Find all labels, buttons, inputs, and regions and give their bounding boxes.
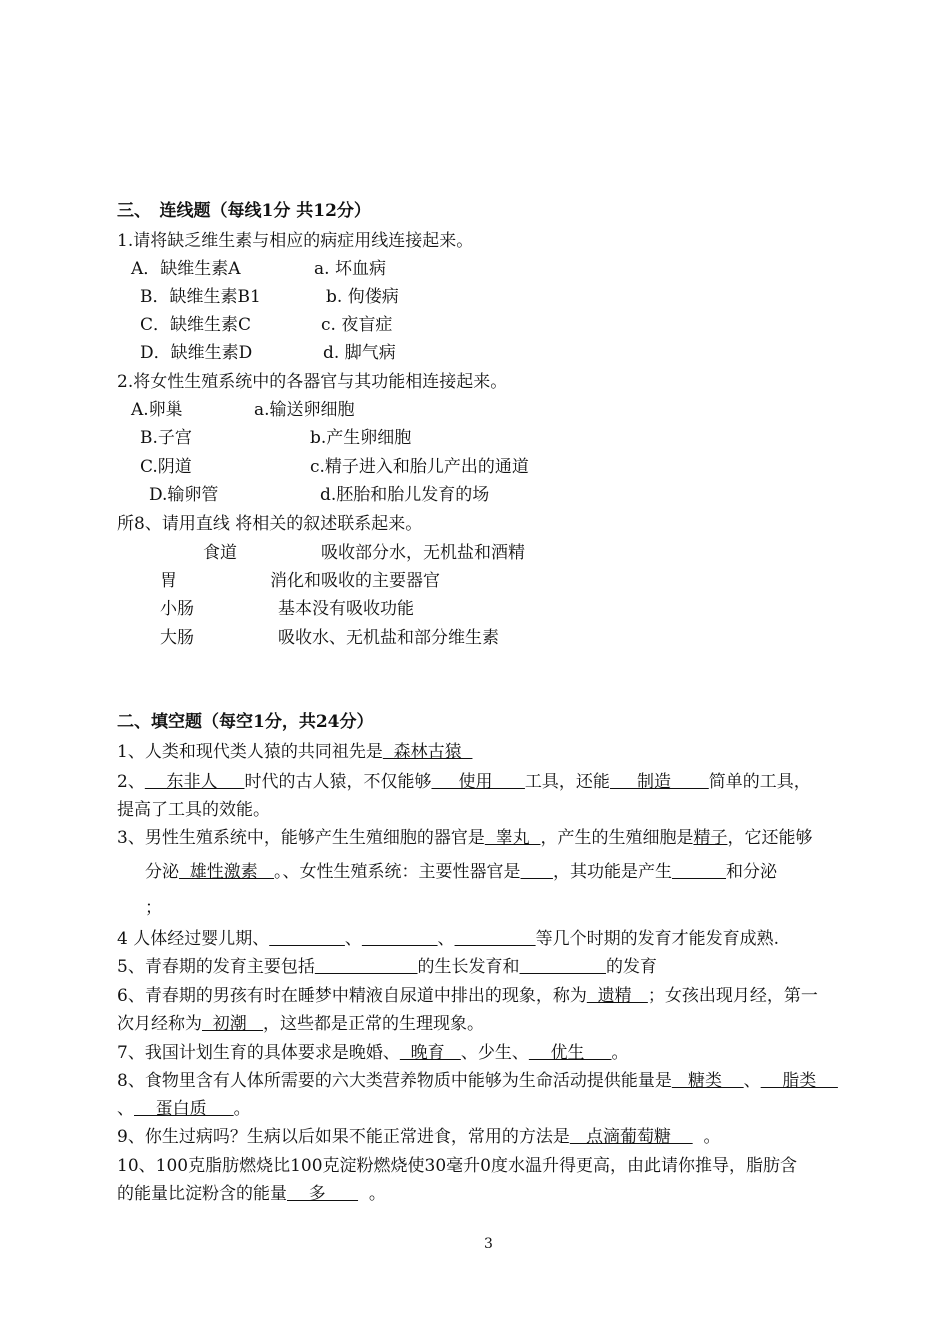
fill-q3-text-d: ，它还能够 [727, 828, 813, 848]
q3-right-b: 消化和吸收的主要器官 [270, 571, 440, 591]
fill-q4-text-a: 4 人体经过婴儿期、 [117, 929, 270, 949]
q3-right-d: 吸收水、无机盐和部分维生素 [278, 628, 499, 648]
fill-q4-blank-1 [269, 929, 345, 949]
fill-q8-blank-1: 糖类 [671, 1071, 744, 1091]
q1-right-c: c. 夜盲症 [321, 315, 393, 335]
q2-prompt: 2.将女性生殖系统中的各器官与其功能相连接起来。 [117, 372, 508, 392]
fill-q2-text-e: 简单的工具， [708, 772, 811, 792]
fill-q7-text-c: 、少生、 [460, 1043, 529, 1063]
fill-q3 [117, 828, 812, 848]
q2-left-c: C.阴道 [140, 457, 192, 477]
fill-q3-blank-1: 睾丸 [484, 828, 541, 848]
fill-q3-blank-2: 精子 [693, 828, 728, 848]
q3-left-d: 大肠 [160, 628, 194, 648]
fill-q1-text: 1、人类和现代类人猿的共同祖先是 [117, 742, 383, 762]
fill-q2 [117, 772, 811, 792]
fill-q2-blank-3: 制造 [609, 772, 709, 792]
q1-left-a: A．缺维生素A [131, 259, 241, 279]
fill-q9 [117, 1127, 720, 1147]
fill-q8-text-e: 。 [233, 1099, 251, 1119]
fill-q6-blank-1: 遗精 [586, 986, 648, 1006]
fill-q3-text-g: ，其功能是产生 [552, 862, 672, 882]
fill-q8-line2 [117, 1099, 251, 1119]
fill-q2-text-c: 时代的古人猿，不仅能够 [244, 772, 432, 792]
q2-right-a: a.输送卵细胞 [254, 400, 355, 420]
q1-prompt: 1.请将缺乏维生素与相应的病症用线连接起来。 [117, 231, 474, 251]
fill-q5-text-d: 的发育 [605, 957, 657, 977]
fill-q3-blank-4 [521, 862, 553, 882]
page-number: 3 [484, 1236, 493, 1252]
fill-q3-text-f: 。、女性生殖系统：主要性器官是 [274, 862, 521, 882]
fill-q10-blank-1: 多 [287, 1184, 359, 1204]
fill-q4-text-e: 等几个时期的发育才能发育成熟. [535, 929, 780, 949]
fill-q2-text-d: 工具，还能 [524, 772, 610, 792]
fill-q6-blank-2: 初潮 [202, 1014, 264, 1034]
fill-q4-blank-3 [455, 929, 536, 949]
fill-q4 [117, 929, 779, 949]
fill-q6-text-c: ；女孩出现月经，第一 [647, 986, 818, 1006]
q1-left-c: C．缺维生素C [140, 315, 252, 335]
q3-right-c: 基本没有吸收功能 [278, 599, 414, 619]
fill-q6-text-d: 次月经称为 [117, 1014, 202, 1034]
fill-q2-line2: 提高了工具的效能。 [117, 800, 270, 820]
fill-q2-blank-1: 东非人 [144, 772, 245, 792]
fill-q8-blank-2: 脂类 [760, 1071, 838, 1091]
fill-q7-text-a: 7、我国计划生育的具体要求是晚婚、 [117, 1043, 400, 1063]
fill-q3-line3: ； [145, 898, 162, 918]
fill-q4-text-c: 、 [344, 929, 362, 949]
fill-q8-text-c: 、 [743, 1071, 761, 1091]
q2-right-b: b.产生卵细胞 [310, 428, 412, 448]
q1-right-b: b. 佝偻病 [326, 287, 399, 307]
fill-q6-line2 [117, 1014, 484, 1034]
fill-q8 [117, 1071, 838, 1091]
q1-right-a: a. 坏血病 [314, 259, 386, 279]
fill-q5-blank-1 [315, 957, 418, 977]
fill-q3-blank-3: 雄性激素 [179, 862, 275, 882]
fill-q10-line2 [117, 1184, 386, 1204]
fill-q4-text-d: 、 [437, 929, 455, 949]
fill-q6-text-a: 6、青春期的男孩有时在睡梦中精液自尿道中排出的现象，称为 [117, 986, 587, 1006]
q2-left-b: B.子宫 [140, 428, 192, 448]
fill-q6 [117, 986, 818, 1006]
q3-left-a: 食道 [203, 543, 237, 563]
fill-q7-text-d: 。 [611, 1043, 629, 1063]
fill-q2-text-a: 2、 [117, 772, 145, 792]
fill-q5 [117, 957, 657, 977]
fill-q3-text-e: 分泌 [145, 862, 179, 882]
q2-left-a: A.卵巢 [131, 400, 183, 420]
q1-right-d: d. 脚气病 [323, 343, 396, 363]
q3-left-b: 胃 [160, 571, 177, 591]
section3-title: 三、 连线题（每线1分 共12分） [117, 201, 371, 221]
fill-q8-text-a: 8、食物里含有人体所需要的六大类营养物质中能够为生命活动提供能量是 [117, 1071, 672, 1091]
section2-title: 二、填空题（每空1分，共24分） [117, 712, 374, 732]
fill-q1-answer: 森林古猿 [382, 742, 473, 762]
fill-q5-blank-2 [520, 957, 606, 977]
fill-q6-text-e: ，这些都是正常的生理现象。 [263, 1014, 485, 1034]
fill-q4-blank-2 [362, 929, 438, 949]
fill-q7-blank-2: 优生 [528, 1043, 612, 1063]
q1-left-b: B．缺维生素B1 [140, 287, 261, 307]
q1-left-d: D．缺维生素D [140, 343, 253, 363]
q2-right-c: c.精子进入和胎儿产出的通道 [310, 457, 529, 477]
fill-q9-blank-1: 点滴葡萄糖 [569, 1127, 693, 1147]
fill-q8-blank-3: 蛋白质 [134, 1099, 234, 1119]
fill-q9-text-a: 9、你生过病吗？生病以后如果不能正常进食，常用的方法是 [117, 1127, 570, 1147]
fill-q3-blank-5 [672, 862, 726, 882]
q3-prompt: 所8、请用直线 将相关的叙述联系起来。 [117, 514, 423, 534]
fill-q7-blank-1: 晚育 [399, 1043, 461, 1063]
q2-right-d: d.胚胎和胎儿发育的场 [320, 485, 490, 505]
q3-left-c: 小肠 [160, 599, 194, 619]
fill-q5-text-c: 的生长发育和 [417, 957, 520, 977]
fill-q3-text-a: 3、男性生殖系统中，能够产生生殖细胞的器官是 [117, 828, 485, 848]
q3-right-a: 吸收部分水，无机盐和酒精 [321, 543, 525, 563]
fill-q8-text-d: 、 [117, 1099, 134, 1119]
fill-q2-blank-2: 使用 [431, 772, 525, 792]
fill-q9-text-c: 。 [692, 1127, 721, 1147]
q2-left-d: D.输卵管 [149, 485, 219, 505]
fill-q5-text-a: 5、青春期的发育主要包括 [117, 957, 315, 977]
fill-q10-text-b: 的能量比淀粉含的能量 [117, 1184, 287, 1204]
fill-q3-text-h: 和分泌 [726, 862, 778, 882]
fill-q3-text-c: ，产生的生殖细胞是 [540, 828, 694, 848]
fill-q3-line2 [145, 862, 777, 882]
fill-q10-text-c: 。 [358, 1184, 386, 1204]
fill-q10: 10、100克脂肪燃烧比100克淀粉燃烧使30毫升0度水温升得更高，由此请你推导，脂肪含 [117, 1156, 797, 1176]
fill-q7 [117, 1043, 629, 1063]
fill-q1 [117, 742, 472, 762]
